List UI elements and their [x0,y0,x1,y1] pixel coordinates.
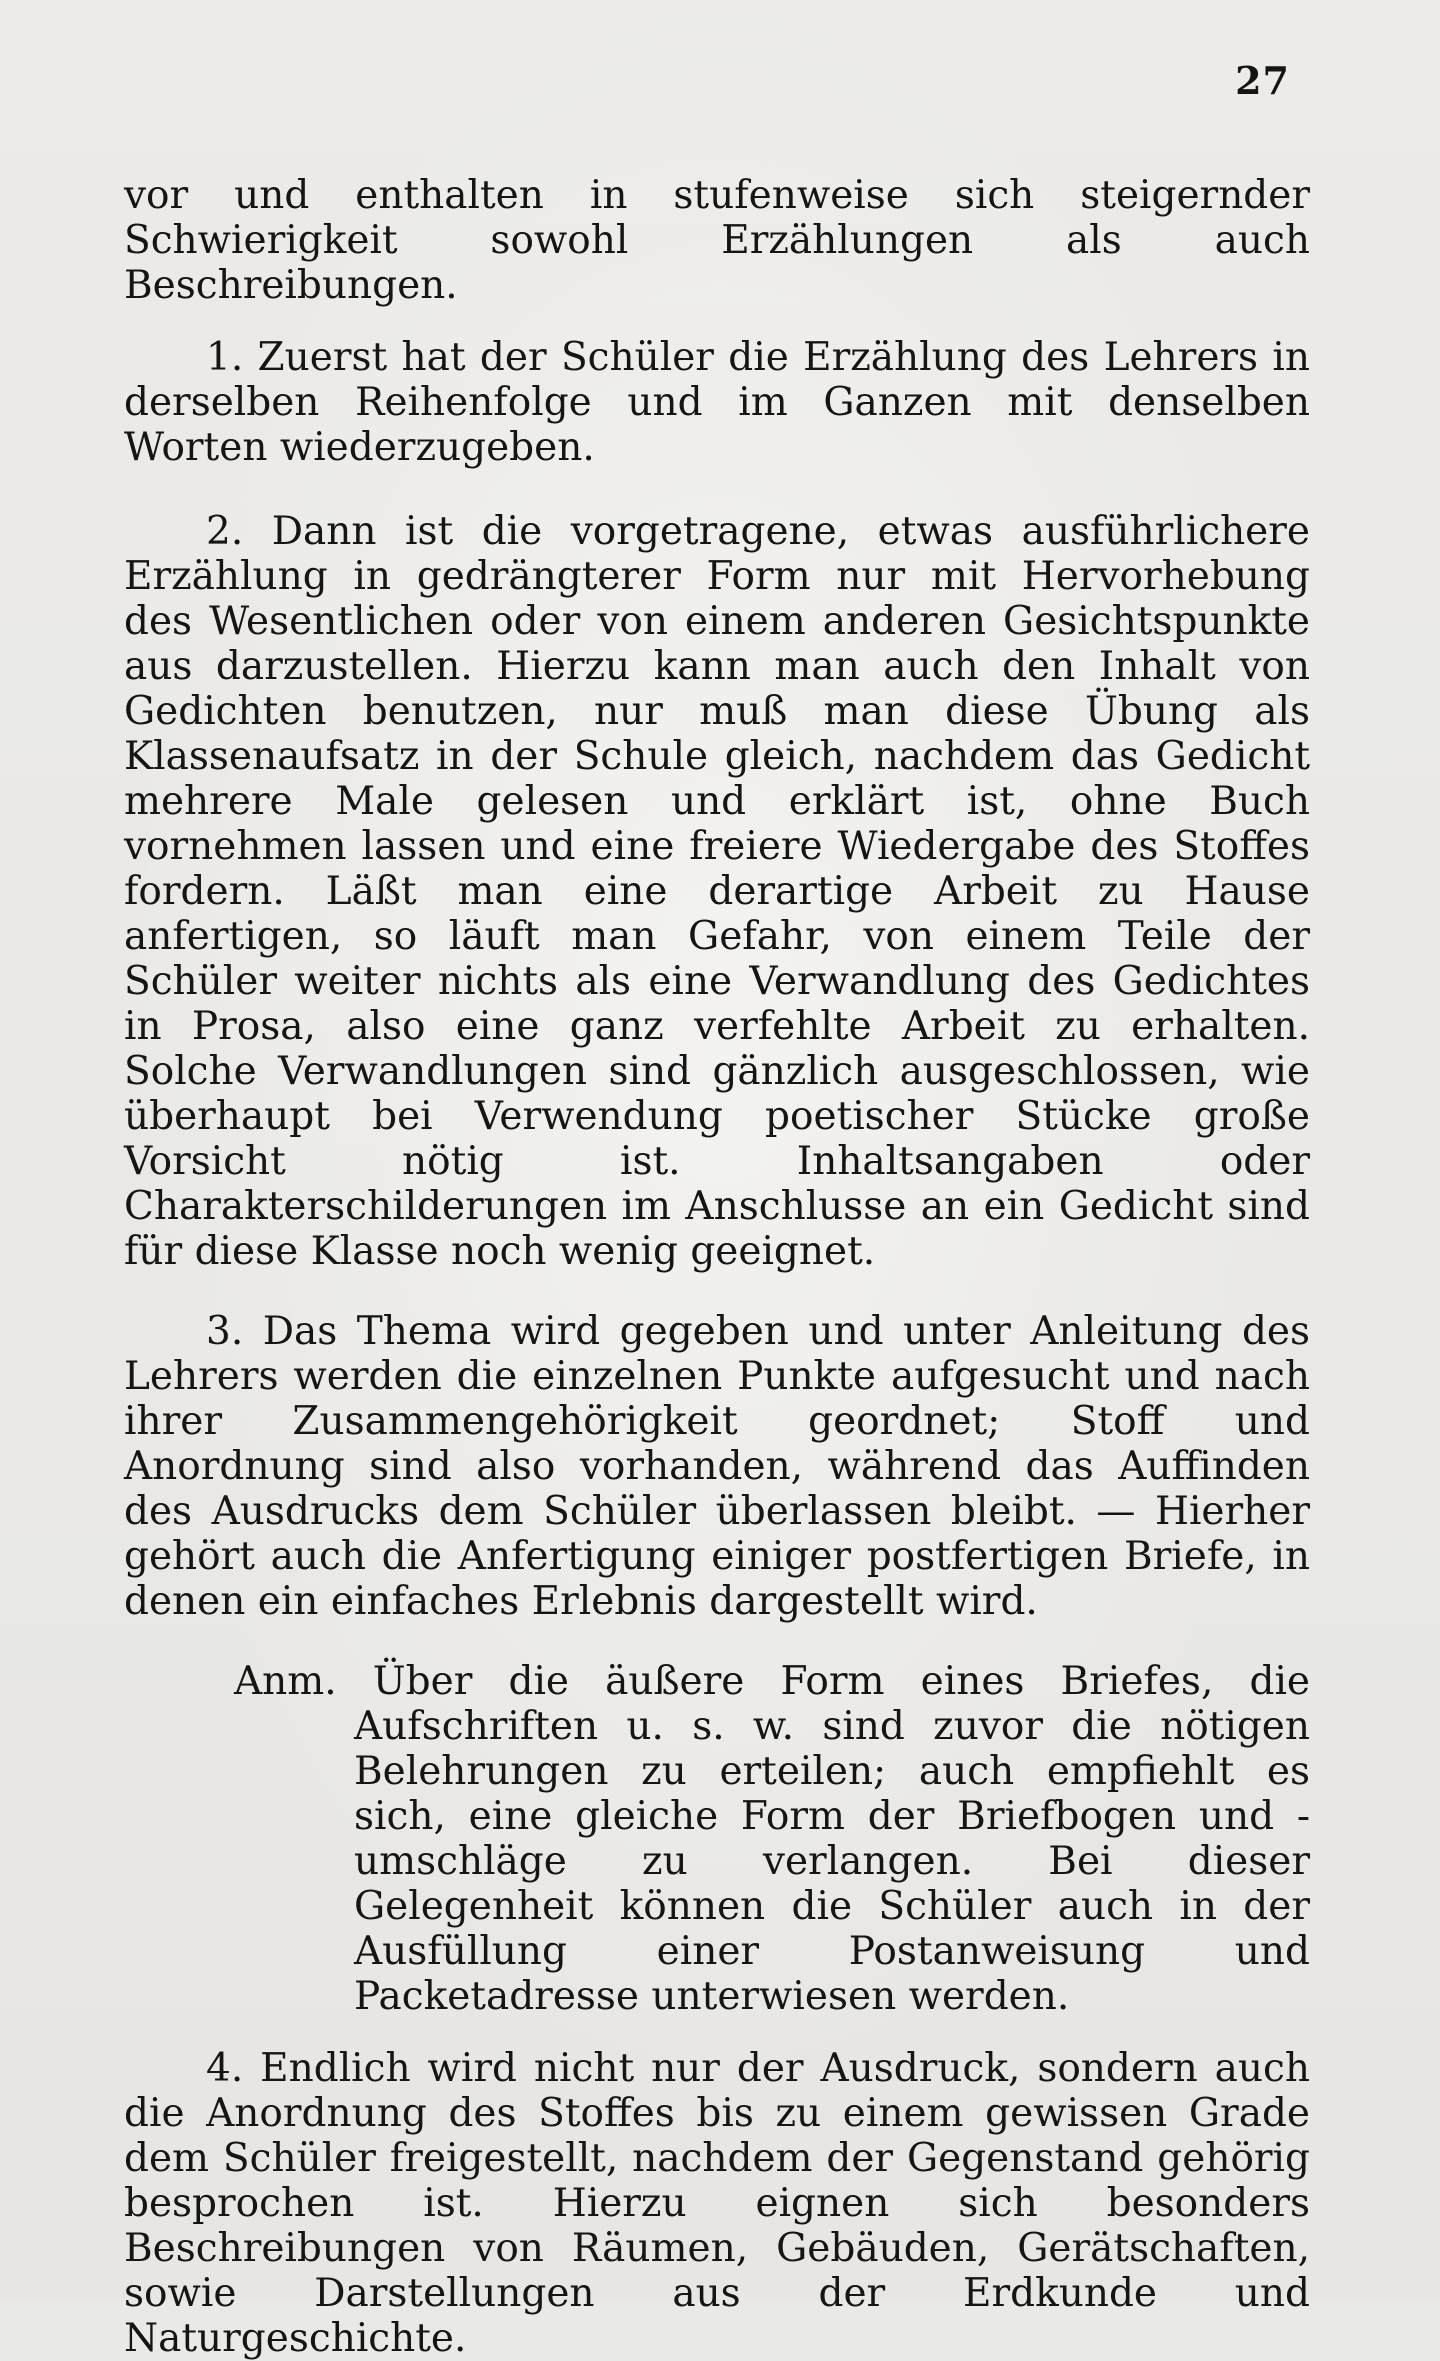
paragraph-point-1: 1. Zuerst hat der Schüler die Erzählung des Lehrers in derselben Reihenfolge und im Ganzen mit denselben Worten wiederzugeben. [124,335,1310,470]
page-number: 27 [1235,58,1290,103]
paragraph-continuation: vor und enthalten in stufenweise sich steigernder Schwierigkeit sowohl Erzählungen als auch Beschreibungen. [124,173,1310,308]
paragraph-point-3: 3. Das Thema wird gegeben und unter Anleitung des Lehrers werden die einzelnen Punkte aufgesucht und nach ihrer Zusammengehörigkeit geordnet; Stoff und Anordnung sind also vorhanden, während das Auffinden des Ausdrucks dem Schüler überlassen bleibt. — Hierher gehört auch die Anfertigung einiger postfertigen Briefe, in denen ein einfaches Erlebnis dargestellt wird. [124,1309,1310,1624]
paragraph-point-2: 2. Dann ist die vorgetragene, etwas ausführlichere Erzählung in gedrängterer Form nur mit Hervorhebung des Wesentlichen oder von einem anderen Gesichtspunkte aus darzustellen. Hierzu kann man auch den Inhalt von Gedichten benutzen, nur muß man diese Übung als Klassenaufsatz in der Schule gleich, nachdem das Gedicht mehrere Male gelesen und erklärt ist, ohne Buch vornehmen lassen und eine freiere Wiedergabe des Stoffes fordern. Läßt man eine derartige Arbeit zu Hause anfertigen, so läuft man Gefahr, von einem Teile der Schüler weiter nichts als eine Verwandlung des Gedichtes in Prosa, also eine ganz verfehlte Arbeit zu erhalten. Solche Verwandlungen sind gänzlich ausgeschlossen, wie überhaupt bei Verwendung poetischer Stücke große Vorsicht nötig ist. Inhaltsangaben oder Charakterschilderungen im Anschlusse an ein Gedicht sind für diese Klasse noch wenig geeignet. [124,509,1310,1274]
body-text [124,173,1310,2361]
paragraph-point-4: 4. Endlich wird nicht nur der Ausdruck, sondern auch die Anordnung des Stoffes bis zu einem gewissen Grade dem Schüler freigestellt, nachdem der Gegenstand gehörig besprochen ist. Hierzu eignen sich besonders Beschreibungen von Räumen, Gebäuden, Gerätschaften, sowie Darstellungen aus der Erdkunde und Naturgeschichte. [124,2046,1310,2361]
paragraph-note: Anm. Über die äußere Form eines Briefes, die Aufschriften u. s. w. sind zuvor die nötigen Belehrungen zu erteilen; auch empfiehlt es sich, eine gleiche Form der Briefbogen und -umschläge zu verlangen. Bei dieser Gelegenheit können die Schüler auch in der Ausfüllung einer Postanweisung und Packetadresse unterwiesen werden. [234,1659,1310,2019]
